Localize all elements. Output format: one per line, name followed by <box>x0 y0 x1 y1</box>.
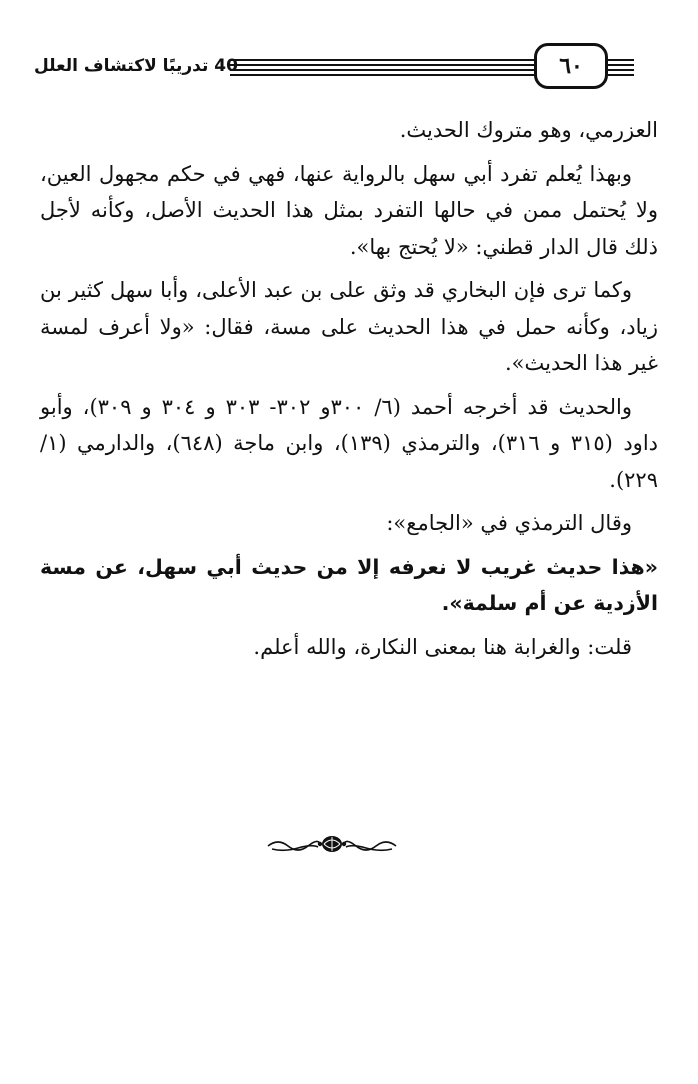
paragraph-1: العزرمي، وهو متروك الحديث. <box>399 118 658 142</box>
running-title: 40 تدريبًا لاكتشاف العلل <box>34 56 238 76</box>
header-rule-tail <box>608 74 634 76</box>
header-rule <box>230 59 586 61</box>
header-rule-tail <box>608 59 634 61</box>
header-rule <box>230 64 586 66</box>
page-header <box>34 40 662 96</box>
paragraph-4: والحديث قد أخرجه أحمد (٦/ ٣٠٠و ٣٠٢- ٣٠٣ و ٣٠٤ و ٣٠٩)، وأبو داود (٣١٥ و ٣١٦)، والترمذي (١٣٩)، وابن ماجة (٦٤٨)، والدارمي (١/ ٢٢٩). <box>40 394 659 492</box>
floral-divider-icon <box>264 832 400 856</box>
paragraph-2: وبهذا يُعلم تفرد أبي سهل بالرواية عنها، فهي في حكم مجهول العين، ولا يُحتمل ممن في حالها التفرد بمثل هذا الحديث الأصل، وكأنه لأجل ذلك قال الدار قطني: «لا يُحتج بها». <box>40 161 658 259</box>
page-number: ٦٠ <box>534 43 608 89</box>
header-rule <box>230 74 586 76</box>
quoted-statement: «هذا حديث غريب لا نعرفه إلا من حديث أبي سهل، عن مسة الأزدية عن أم سلمة». <box>40 554 658 615</box>
paragraph-3: وكما ترى فإن البخاري قد وثق على بن عبد الأعلى، وأبا سهل كثير بن زياد، وكأنه حمل في هذا الحديث على مسة، فقال: «ولا أعرف لمسة غير هذا الحديث». <box>40 278 658 375</box>
page-body <box>40 112 658 672</box>
paragraph-7: قلت: والغرابة هنا بمعنى النكارة، والله أعلم. <box>253 634 632 659</box>
paragraph-5: وقال الترمذي في «الجامع»: <box>386 511 632 535</box>
header-rule-tail <box>608 69 634 71</box>
header-rule-tail <box>608 64 634 66</box>
header-rule <box>230 69 586 71</box>
